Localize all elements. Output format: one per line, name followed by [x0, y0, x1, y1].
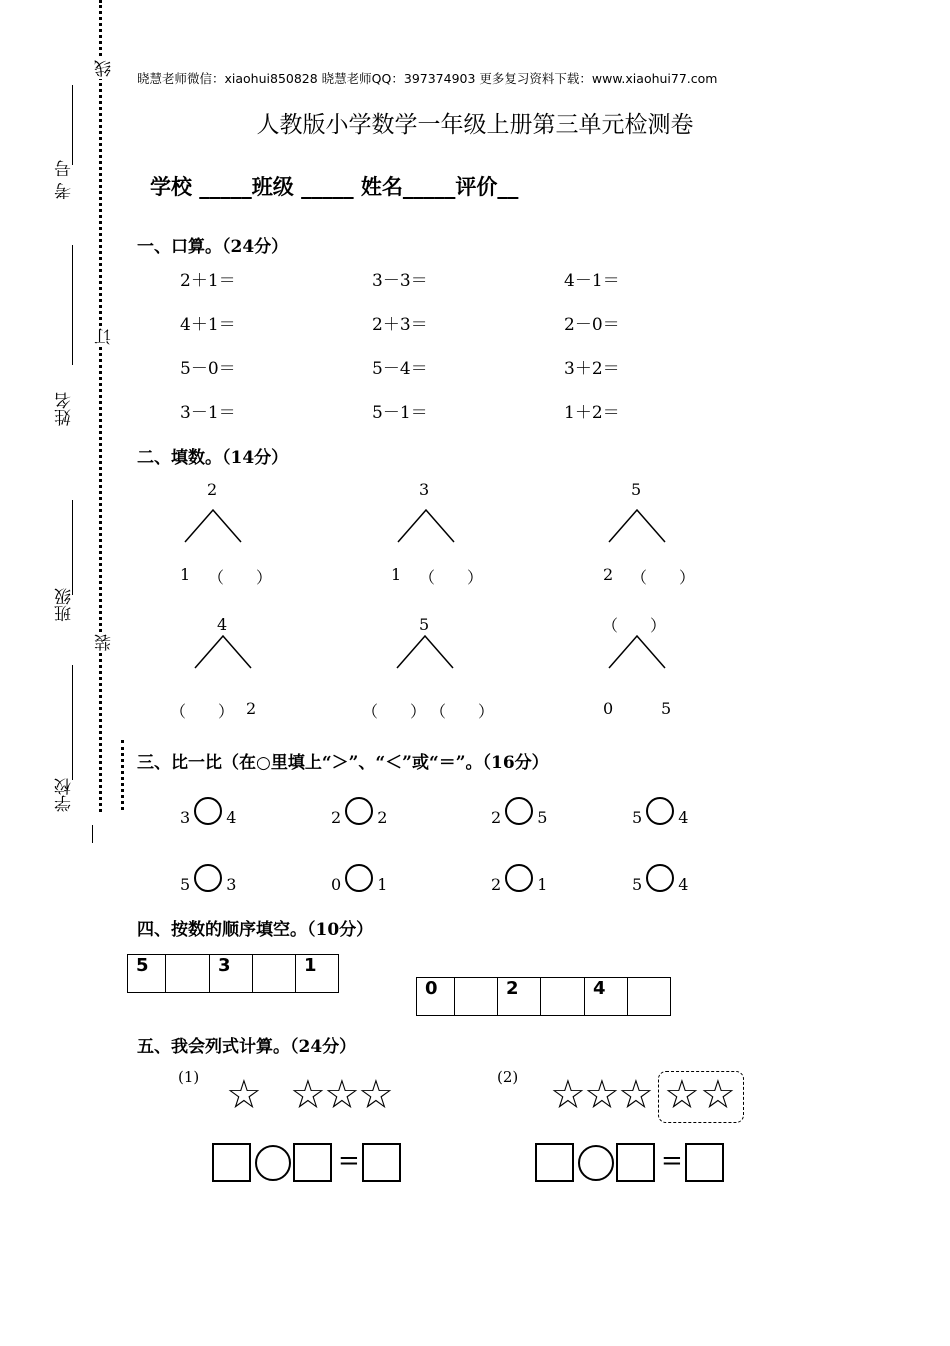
answer-box[interactable]	[293, 1143, 332, 1182]
compare-right: 4	[678, 808, 689, 827]
tree-top: 5	[631, 480, 642, 499]
section-4-title: 四、按数的顺序填空。（10分）	[137, 920, 374, 940]
compare-item	[632, 864, 688, 894]
tree-left: 2	[603, 565, 614, 584]
tree-left: 1	[391, 565, 402, 584]
compare-left: 5	[632, 875, 643, 894]
compare-right: 3	[226, 875, 237, 894]
margin-xuexiao: 学校	[55, 778, 75, 812]
compare-left: 5	[180, 875, 191, 894]
compare-right: 5	[537, 808, 548, 827]
answer-box[interactable]	[212, 1143, 251, 1182]
equation: 3＋2＝	[564, 359, 620, 379]
compare-item	[331, 797, 387, 827]
compare-circle[interactable]	[194, 797, 222, 825]
star-icon: ☆	[584, 1072, 620, 1118]
compare-item	[331, 864, 387, 894]
margin-ding: 订	[92, 326, 117, 347]
compare-right: 2	[377, 808, 388, 827]
compare-item	[491, 797, 547, 827]
sequence-cell[interactable]: 5	[128, 955, 166, 993]
tree-branch	[183, 508, 243, 544]
compare-right: 1	[377, 875, 388, 894]
compare-left: 2	[491, 875, 502, 894]
tree-left: （ ）	[170, 702, 235, 721]
star-icon: ☆	[550, 1072, 586, 1118]
sequence-cell[interactable]	[628, 978, 671, 1016]
operator-circle[interactable]	[255, 1145, 291, 1181]
tree-right: （ ）	[631, 568, 696, 587]
sequence-row-2	[416, 977, 671, 1016]
margin-xingming: 姓名	[55, 392, 75, 426]
margin-line-banji	[72, 500, 73, 595]
equation: 5－0＝	[180, 359, 236, 379]
tree-right: （ ）	[208, 568, 273, 587]
compare-right: 4	[678, 875, 689, 894]
sequence-cell[interactable]: 1	[296, 955, 339, 993]
compare-right: 4	[226, 808, 237, 827]
equation: 3－1＝	[180, 403, 236, 423]
answer-box[interactable]	[362, 1143, 401, 1182]
equation: 5－4＝	[372, 359, 428, 379]
compare-item	[632, 797, 688, 827]
problem-2-label: (2)	[497, 1068, 519, 1086]
equation: 5－1＝	[372, 403, 428, 423]
operator-circle[interactable]	[578, 1145, 614, 1181]
tree-top: 4	[217, 615, 228, 634]
section-1-title: 一、口算。（24分）	[137, 237, 289, 257]
compare-item	[180, 864, 236, 894]
star-icon: ☆	[618, 1072, 654, 1118]
tree-right: （ ）	[430, 702, 495, 721]
sequence-cell[interactable]	[541, 978, 585, 1016]
sequence-cell[interactable]	[166, 955, 210, 993]
margin-line-xingming	[72, 245, 73, 365]
tree-top: 3	[419, 480, 430, 499]
tree-top: （ ）	[602, 616, 667, 635]
compare-circle[interactable]	[345, 797, 373, 825]
section-3-title: 三、比一比（在○里填上“＞”、“＜”或“＝”。（16分）	[137, 753, 549, 773]
star-icon: ☆	[290, 1072, 326, 1118]
compare-left: 5	[632, 808, 643, 827]
star-icon: ☆	[664, 1072, 700, 1118]
sequence-cell[interactable]: 0	[417, 978, 455, 1016]
margin-dash	[92, 825, 93, 843]
tree-branch	[396, 508, 456, 544]
margin-xian: 线	[92, 58, 117, 79]
sequence-cell[interactable]	[253, 955, 296, 993]
compare-left: 0	[331, 875, 342, 894]
compare-circle[interactable]	[345, 864, 373, 892]
equation: 2＋3＝	[372, 315, 428, 335]
sequence-cell[interactable]: 4	[585, 978, 628, 1016]
sequence-cell[interactable]: 2	[498, 978, 541, 1016]
tree-right: 2	[246, 699, 257, 718]
compare-circle[interactable]	[646, 864, 674, 892]
answer-box[interactable]	[535, 1143, 574, 1182]
tree-branch	[193, 634, 253, 670]
star-icon: ☆	[700, 1072, 736, 1118]
margin-zhuang: 装	[92, 632, 117, 653]
header-note: 晓慧老师微信：xiaohui850828 晓慧老师QQ：397374903 更多复习资料下载：www.xiaohui77.com	[137, 71, 718, 86]
compare-circle[interactable]	[194, 864, 222, 892]
sequence-cell[interactable]: 3	[210, 955, 253, 993]
tree-top: 5	[419, 615, 430, 634]
equation: 4－1＝	[564, 271, 620, 291]
tree-right: （ ）	[419, 568, 484, 587]
tree-left: 0	[603, 699, 614, 718]
binding-dotted-line-short	[121, 740, 124, 810]
compare-circle[interactable]	[505, 797, 533, 825]
answer-box[interactable]	[685, 1143, 724, 1182]
equation: 2＋1＝	[180, 271, 236, 291]
margin-line-xuexiao	[72, 665, 73, 780]
sequence-row-1	[127, 954, 339, 993]
compare-item	[491, 864, 547, 894]
answer-box[interactable]	[616, 1143, 655, 1182]
compare-left: 3	[180, 808, 191, 827]
tree-branch	[607, 634, 667, 670]
tree-left: （ ）	[362, 702, 427, 721]
tree-branch	[395, 634, 455, 670]
equals-sign: =	[338, 1146, 360, 1176]
equation: 2－0＝	[564, 315, 620, 335]
margin-kaohao: 考 号	[55, 160, 75, 200]
tree-right: 5	[661, 699, 672, 718]
equals-sign: =	[661, 1146, 683, 1176]
sequence-cell[interactable]	[455, 978, 498, 1016]
problem-1-label: (1)	[178, 1068, 200, 1086]
star-icon: ☆	[226, 1072, 262, 1118]
compare-circle[interactable]	[505, 864, 533, 892]
compare-item	[180, 797, 236, 827]
info-line: 学校 _____班级 _____ 姓名_____评价__	[150, 175, 519, 199]
equation: 1＋2＝	[564, 403, 620, 423]
tree-left: 1	[180, 565, 191, 584]
compare-circle[interactable]	[646, 797, 674, 825]
page-title: 人教版小学数学一年级上册第三单元检测卷	[256, 112, 694, 138]
compare-left: 2	[491, 808, 502, 827]
tree-top: 2	[207, 480, 218, 499]
star-icon: ☆	[358, 1072, 394, 1118]
section-5-title: 五、我会列式计算。（24分）	[137, 1037, 357, 1057]
compare-right: 1	[537, 875, 548, 894]
margin-banji: 班级	[55, 588, 75, 622]
section-2-title: 二、填数。（14分）	[137, 448, 289, 468]
star-icon: ☆	[324, 1072, 360, 1118]
equation: 4＋1＝	[180, 315, 236, 335]
tree-branch	[607, 508, 667, 544]
compare-left: 2	[331, 808, 342, 827]
equation: 3－3＝	[372, 271, 428, 291]
